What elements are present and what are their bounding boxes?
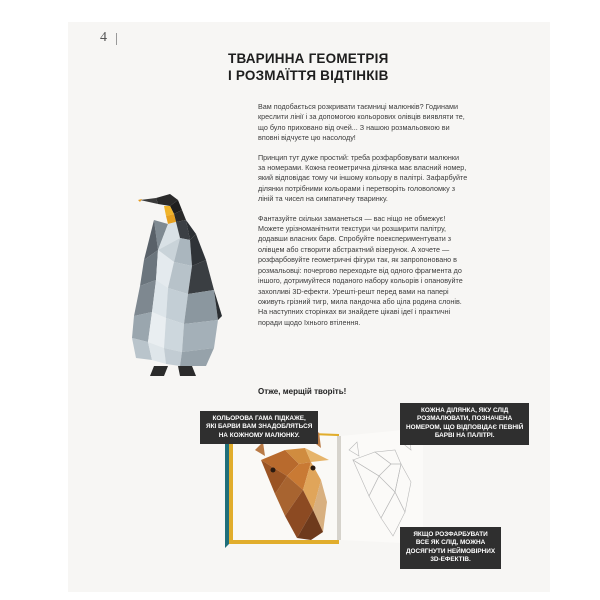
callout-numbered-line-1: КОЖНА ДІЛЯНКА, ЯКУ СЛІД	[420, 407, 509, 414]
title-line-1: ТВАРИННА ГЕОМЕТРІЯ	[228, 51, 389, 66]
callout-palette-line-3: НА КОЖНОМУ МАЛЮНКУ.	[218, 431, 300, 439]
callout-3d-line-4: 3D-ЕФЕКТІВ.	[430, 556, 471, 564]
page-title	[228, 50, 389, 84]
callout-3d-effects	[400, 527, 501, 569]
paragraph-1: Вам подобається розкривати таємниці малюнків? Годинами креслити лінії і за допомогою кольорових олівців виявляти те, що було приховано від очей... З нашою розмальовкою ви вповні відчуєте цю насолоду!	[258, 102, 465, 143]
page-number-divider	[116, 33, 117, 45]
callout-3d-line-3: ДОСЯГНУТИ НЕЙМОВІРНИХ	[406, 547, 496, 555]
call-to-action: Отже, мерщій творіть!	[258, 387, 347, 396]
callout-palette-line-1: КОЛЬОРОВА ГАМА ПІДКАЖЕ,	[212, 415, 306, 422]
callout-3d-line-1: ЯКЩО РОЗФАРБУВАТИ	[413, 531, 488, 538]
callout-numbered-line-2: РОЗМАЛЮВАТИ, ПОЗНАЧЕНА	[417, 415, 513, 423]
title-line-2: І РОЗМАЇТТЯ ВІДТІНКІВ	[228, 68, 389, 83]
paragraph-3: Фантазуйте скільки заманеться — вас ніщо не обмежує! Можете урізноманітнити текстури чи розширити палітру, додавши власних барв. Спробуйте поекспериментувати з олівцем або створити абстрактний візерунок. А хочете — розфарбовуйте геометричні фігури так, як запропоновано в розмальовці: почергово переходьте від одного фрагмента до іншого, дотримуйтеся поданого набору кольорів і опановуйте захопливі 3D-ефекти. Урешті-решт перед вами на папері оживуть грізний тигр, мила пандочка або ціла родина слонів. На наступних сторінках ви знайдете цікаві ідеї і практичні поради щодо їхнього втілення.	[258, 213, 463, 327]
callout-numbered-areas	[400, 403, 529, 445]
page-number: 4	[100, 30, 107, 45]
callout-numbered-line-3: НОМЕРОМ, ЩО ВІДПОВІДАЄ ПЕВНІЙ	[406, 423, 524, 431]
body-text	[258, 102, 468, 337]
callout-numbered-line-4: БАРВІ НА ПАЛІТРІ.	[434, 432, 495, 440]
paragraph-2: Принцип тут дуже простий: треба розфарбовувати малюнки за номерами. Кожна геометрична ділянка має власний номер, який відповідає тому чи іншому кольору в палітрі. Зафарбуйте ділянки потрібними кольорами і перетворіть головоломку з ліній та чисел на симпатичну тваринку.	[258, 152, 468, 204]
callout-palette-hint	[200, 411, 318, 444]
penguin-illustration	[118, 190, 238, 390]
callout-3d-line-2: ВСЕ ЯК СЛІД, МОЖНА	[415, 539, 486, 547]
callout-palette-line-2: ЯКІ БАРВИ ВАМ ЗНАДОБЛЯТЬСЯ	[206, 423, 313, 431]
